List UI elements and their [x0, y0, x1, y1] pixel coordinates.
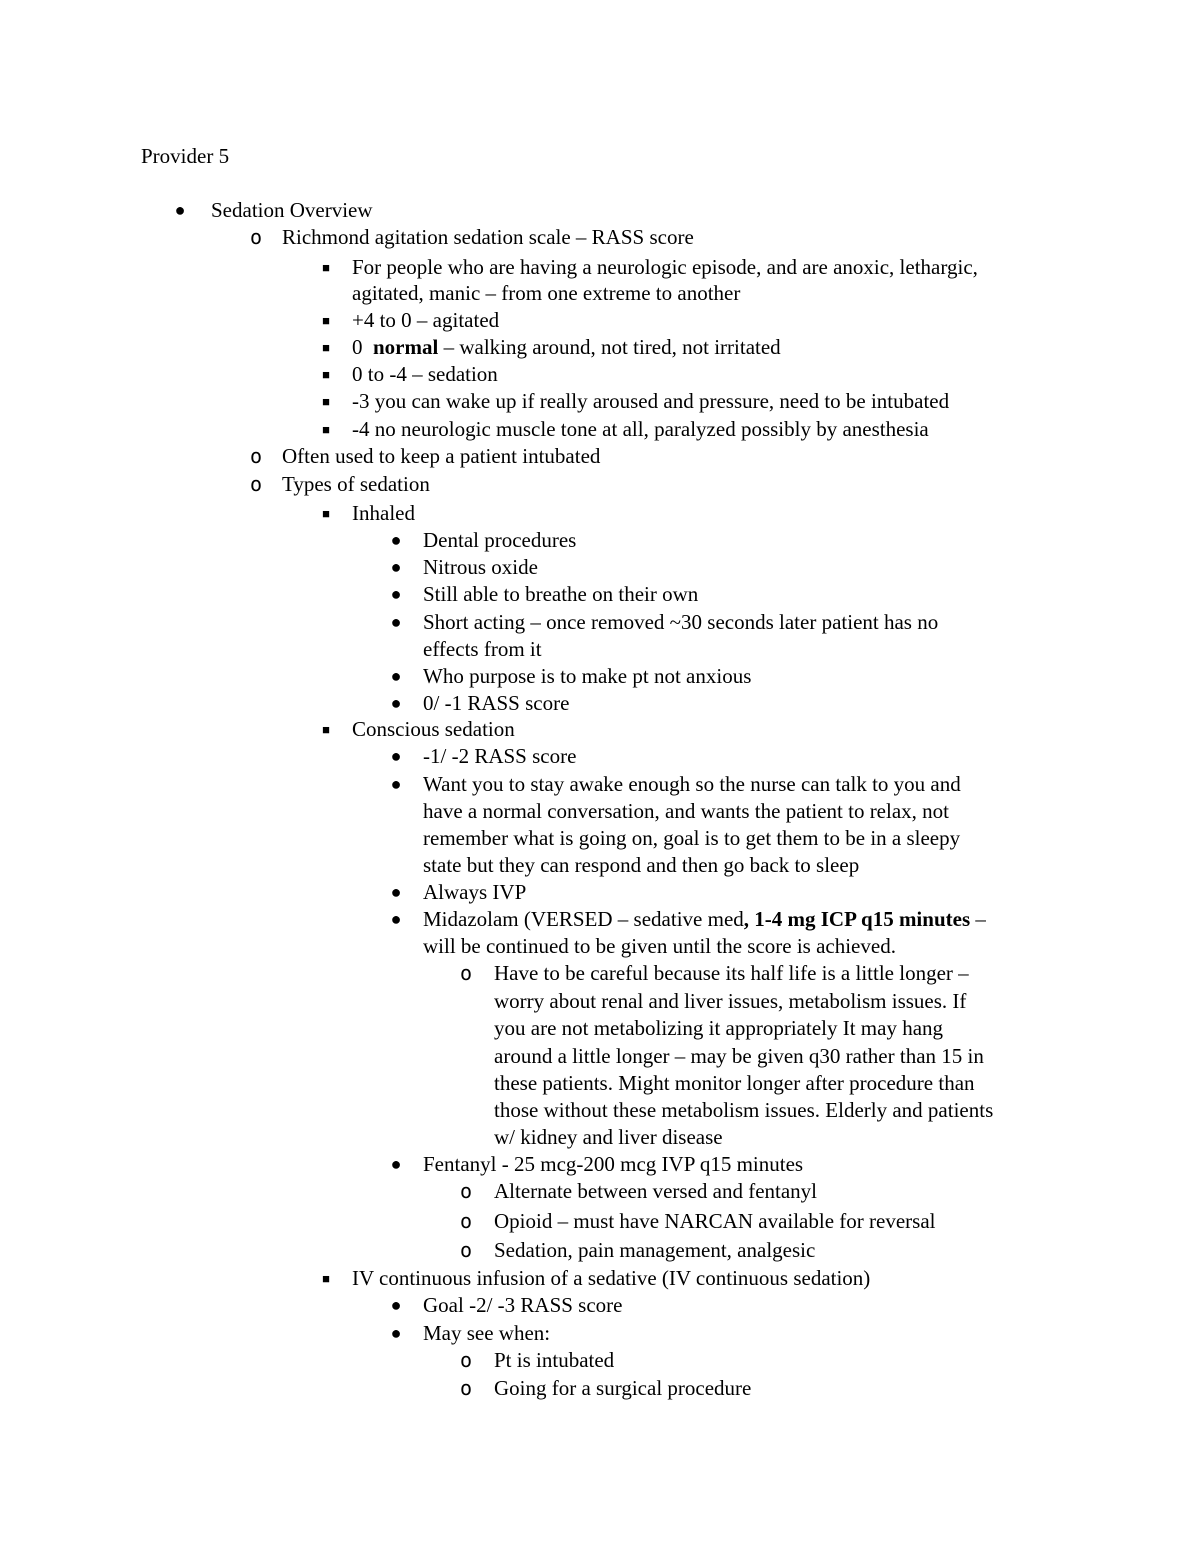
list-item [0, 1320, 1200, 1347]
list-item [0, 716, 1200, 743]
bullet-circle-icon: o [459, 1238, 473, 1262]
list-item-text: you are not metabolizing it appropriately It may hang [494, 1016, 944, 1040]
bullet-circle-icon: o [459, 961, 473, 985]
list-item [0, 1375, 1200, 1402]
list-item [0, 1347, 1200, 1374]
list-item-text: Still able to breathe on their own [423, 582, 699, 606]
list-item [0, 416, 1200, 443]
list-item-text: agitated, manic – from one extreme to another [352, 281, 741, 305]
bullet-circle-icon: o [459, 1179, 473, 1203]
bullet-circle-icon: o [459, 1209, 473, 1233]
bold-text: , 1-4 mg ICP q15 minutes [743, 907, 971, 931]
list-item-text: Pt is intubated [494, 1348, 615, 1372]
bullet-dot-icon: ● [390, 530, 402, 550]
list-item [0, 1208, 1200, 1235]
list-item-text: 0/ -1 RASS score [423, 691, 570, 715]
list-item-text: around a little longer – may be given q30 rather than 15 in [494, 1044, 984, 1068]
list-item [0, 197, 1200, 224]
bullet-dot-icon: ● [390, 1323, 402, 1343]
list-item [0, 527, 1200, 554]
bullet-circle-icon: o [459, 1376, 473, 1400]
list-item-text: Sedation, pain management, analgesic [494, 1238, 816, 1262]
list-item-text: +4 to 0 – agitated [352, 308, 500, 332]
list-item [0, 554, 1200, 581]
list-item-text: Opioid – must have NARCAN available for reversal [494, 1209, 936, 1233]
bullet-square-icon: ■ [322, 394, 330, 409]
list-item-text: will be continued to be given until the score is achieved. [423, 934, 896, 958]
bullet-square-icon: ■ [322, 422, 330, 437]
bullet-square-icon: ■ [322, 506, 330, 521]
list-item-text: effects from it [423, 637, 542, 661]
list-item-text: Midazolam (VERSED – sedative med, 1-4 mg ICP q15 minutes – [423, 907, 986, 931]
list-item-text: IV continuous infusion of a sedative (IV continuous sedation) [352, 1266, 871, 1290]
bullet-square-icon: ■ [322, 1271, 330, 1286]
bullet-dot-icon: ● [390, 557, 402, 577]
list-item-text: Types of sedation [282, 472, 430, 496]
list-item [0, 388, 1200, 415]
list-item-text: Short acting – once removed ~30 seconds later patient has no [423, 610, 939, 634]
list-item-text: For people who are having a neurologic episode, and are anoxic, lethargic, [352, 255, 978, 279]
list-item [0, 500, 1200, 527]
list-item [0, 307, 1200, 334]
list-item-continuation [0, 825, 1200, 852]
list-item-continuation [0, 988, 1200, 1015]
page-title: Provider 5 [141, 144, 230, 168]
list-item-continuation [0, 636, 1200, 663]
list-item-text: -4 no neurologic muscle tone at all, paralyzed possibly by anesthesia [352, 417, 929, 441]
bullet-circle-icon: o [249, 444, 263, 468]
list-item [0, 906, 1200, 933]
list-item-text: remember what is going on, goal is to get them to be in a sleepy [423, 826, 961, 850]
list-item [0, 1265, 1200, 1292]
list-item [0, 879, 1200, 906]
list-item-text: w/ kidney and liver disease [494, 1125, 723, 1149]
list-item-text: Dental procedures [423, 528, 577, 552]
bullet-dot-icon: ● [390, 584, 402, 604]
list-item-text: Alternate between versed and fentanyl [494, 1179, 818, 1203]
bullet-dot-icon: ● [390, 882, 402, 902]
list-item-text: state but they can respond and then go back to sleep [423, 853, 860, 877]
list-item-text: 0 normal – walking around, not tired, not irritated [352, 335, 781, 359]
list-item-text: Often used to keep a patient intubated [282, 444, 601, 468]
list-item [0, 471, 1200, 498]
list-item [0, 581, 1200, 608]
bullet-circle-icon: o [459, 1348, 473, 1372]
list-item [0, 254, 1200, 281]
list-item-continuation [0, 1070, 1200, 1097]
list-item-text: Fentanyl - 25 mcg-200 mcg IVP q15 minutes [423, 1152, 804, 1176]
list-item [0, 334, 1200, 361]
list-item [0, 224, 1200, 251]
list-item-text: Want you to stay awake enough so the nurse can talk to you and [423, 772, 961, 796]
list-item [0, 1178, 1200, 1205]
bullet-square-icon: ■ [322, 340, 330, 355]
bullet-dot-icon: ● [390, 746, 402, 766]
list-item-text: -3 you can wake up if really aroused and pressure, need to be intubated [352, 389, 950, 413]
list-item-continuation [0, 1097, 1200, 1124]
list-item [0, 1151, 1200, 1178]
bullet-dot-icon: ● [390, 909, 402, 929]
bullet-square-icon: ■ [322, 722, 330, 737]
bullet-circle-icon: o [249, 225, 263, 249]
list-item [0, 663, 1200, 690]
list-item-continuation [0, 1043, 1200, 1070]
list-item-continuation [0, 852, 1200, 879]
list-item-text: Sedation Overview [211, 198, 373, 222]
list-item-text: Conscious sedation [352, 717, 515, 741]
list-item-continuation [0, 280, 1200, 307]
bullet-square-icon: ■ [322, 260, 330, 275]
list-item-text: May see when: [423, 1321, 551, 1345]
bullet-dot-icon: ● [390, 1295, 402, 1315]
list-item-text: Have to be careful because its half life is a little longer – [494, 961, 969, 985]
list-item-text: have a normal conversation, and wants the patient to relax, not [423, 799, 949, 823]
bold-text: normal [373, 335, 439, 359]
list-item [0, 1237, 1200, 1264]
bullet-dot-icon: ● [174, 200, 186, 220]
list-item [0, 609, 1200, 636]
list-item-text: Nitrous oxide [423, 555, 538, 579]
bullet-dot-icon: ● [390, 774, 402, 794]
list-item-text: Goal -2/ -3 RASS score [423, 1293, 623, 1317]
list-item-continuation [0, 1124, 1200, 1151]
bullet-square-icon: ■ [322, 367, 330, 382]
list-item-text: those without these metabolism issues. Elderly and patients [494, 1098, 994, 1122]
bullet-circle-icon: o [249, 472, 263, 496]
list-item-text: Always IVP [423, 880, 527, 904]
list-item-text: Inhaled [352, 501, 415, 525]
bullet-square-icon: ■ [322, 313, 330, 328]
list-item-continuation [0, 798, 1200, 825]
list-item [0, 361, 1200, 388]
bullet-dot-icon: ● [390, 693, 402, 713]
list-item-text: Who purpose is to make pt not anxious [423, 664, 752, 688]
list-item [0, 690, 1200, 717]
list-item [0, 1292, 1200, 1319]
list-item-text: these patients. Might monitor longer after procedure than [494, 1071, 975, 1095]
list-item-text: worry about renal and liver issues, metabolism issues. If [494, 989, 967, 1013]
list-item-text: -1/ -2 RASS score [423, 744, 577, 768]
list-item [0, 743, 1200, 770]
bullet-dot-icon: ● [390, 1154, 402, 1174]
bullet-dot-icon: ● [390, 666, 402, 686]
bullet-dot-icon: ● [390, 612, 402, 632]
list-item [0, 771, 1200, 798]
list-item [0, 960, 1200, 987]
list-item [0, 443, 1200, 470]
list-item-continuation [0, 1015, 1200, 1042]
list-item-continuation [0, 933, 1200, 960]
list-item-text: Richmond agitation sedation scale – RASS score [282, 225, 694, 249]
list-item-text: 0 to -4 – sedation [352, 362, 498, 386]
list-item-text: Going for a surgical procedure [494, 1376, 752, 1400]
